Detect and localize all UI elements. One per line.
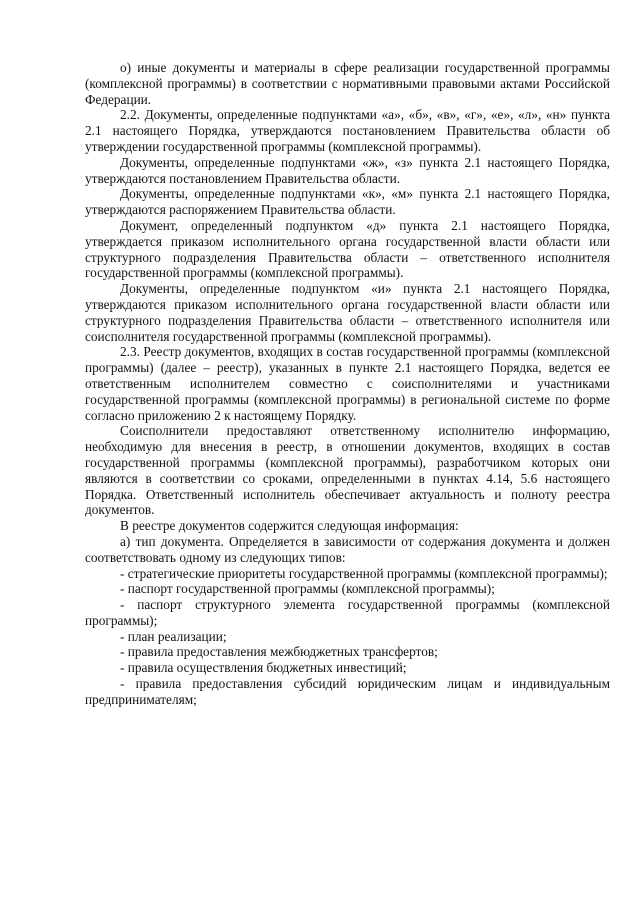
paragraph-2-2: 2.2. Документы, определенные подпунктами «а», «б», «в», «г», «е», «л», «н» пункта 2.1 настоящего Порядка, утверждаются постановлением Правительства области об утверждении государственной программы (комплексной программы).: [85, 107, 610, 154]
list-item: - план реализации;: [120, 628, 227, 644]
paragraph-doc-type: а) тип документа. Определяется в зависимости от содержания документа и должен соответствовать одному из следующих типов:: [85, 533, 610, 565]
list-item: - стратегические приоритеты государственной программы (комплексной программы);: [120, 565, 608, 581]
paragraph-coexecutors: Соисполнители предоставляют ответственному исполнителю информацию, необходимую для внесения в реестр, в отношении документов, входящих в состав государственной программы (комплексной программы), разработчиком которых они являются в соответствии со сроками, определенными в пунктах 4.14, 5.6 настоящего Порядка. Ответственный исполнитель обеспечивает актуальность и полноту реестра документов.: [85, 423, 610, 518]
list-item: - паспорт структурного элемента государственной программы (комплексной программы);: [85, 597, 610, 628]
paragraph-2-3: 2.3. Реестр документов, входящих в состав государственной программы (комплексной программы) (далее – реестр), указанных в пункте 2.1 настоящего Порядка, ведется ее ответственным исполнителем совместно с соисполнителями и участниками государственной программы (комплексной программы) в региональной системе по форме согласно приложению 2 к настоящему Порядку.: [85, 344, 610, 423]
paragraph-zh-z: Документы, определенные подпунктами «ж», «з» пункта 2.1 настоящего Порядка, утверждаются постановлением Правительства области.: [85, 154, 610, 186]
paragraph-i: Документы, определенные подпунктом «и» пункта 2.1 настоящего Порядка, утверждаются приказом исполнительного органа государственной власти области или структурного подразделения Правительства области – ответственного исполнителя или соисполнителя государственной программы (комплексной программы).: [85, 281, 610, 344]
list-item: - правила осуществления бюджетных инвестиций;: [120, 660, 407, 676]
list-item: - правила предоставления межбюджетных трансфертов;: [120, 644, 438, 660]
list-item: - паспорт государственной программы (комплексной программы);: [120, 581, 495, 597]
paragraph-k-m: Документы, определенные подпунктами «к», «м» пункта 2.1 настоящего Порядка, утверждаются распоряжением Правительства области.: [85, 186, 610, 218]
list-item: - правила предоставления субсидий юридическим лицам и индивидуальным предпринимателям;: [85, 676, 610, 707]
paragraph-registry-info: В реестре документов содержится следующая информация:: [120, 518, 459, 534]
paragraph-d: Документ, определенный подпунктом «д» пункта 2.1 настоящего Порядка, утверждается приказом исполнительного органа государственной власти области или структурного подразделения Правительства области – ответственного исполнителя государственной программы (комплексной программы).: [85, 217, 610, 281]
paragraph-item-o: о) иные документы и материалы в сфере реализации государственной программы (комплексной программы) в соответствии с нормативными правовыми актами Российской Федерации.: [85, 60, 610, 107]
